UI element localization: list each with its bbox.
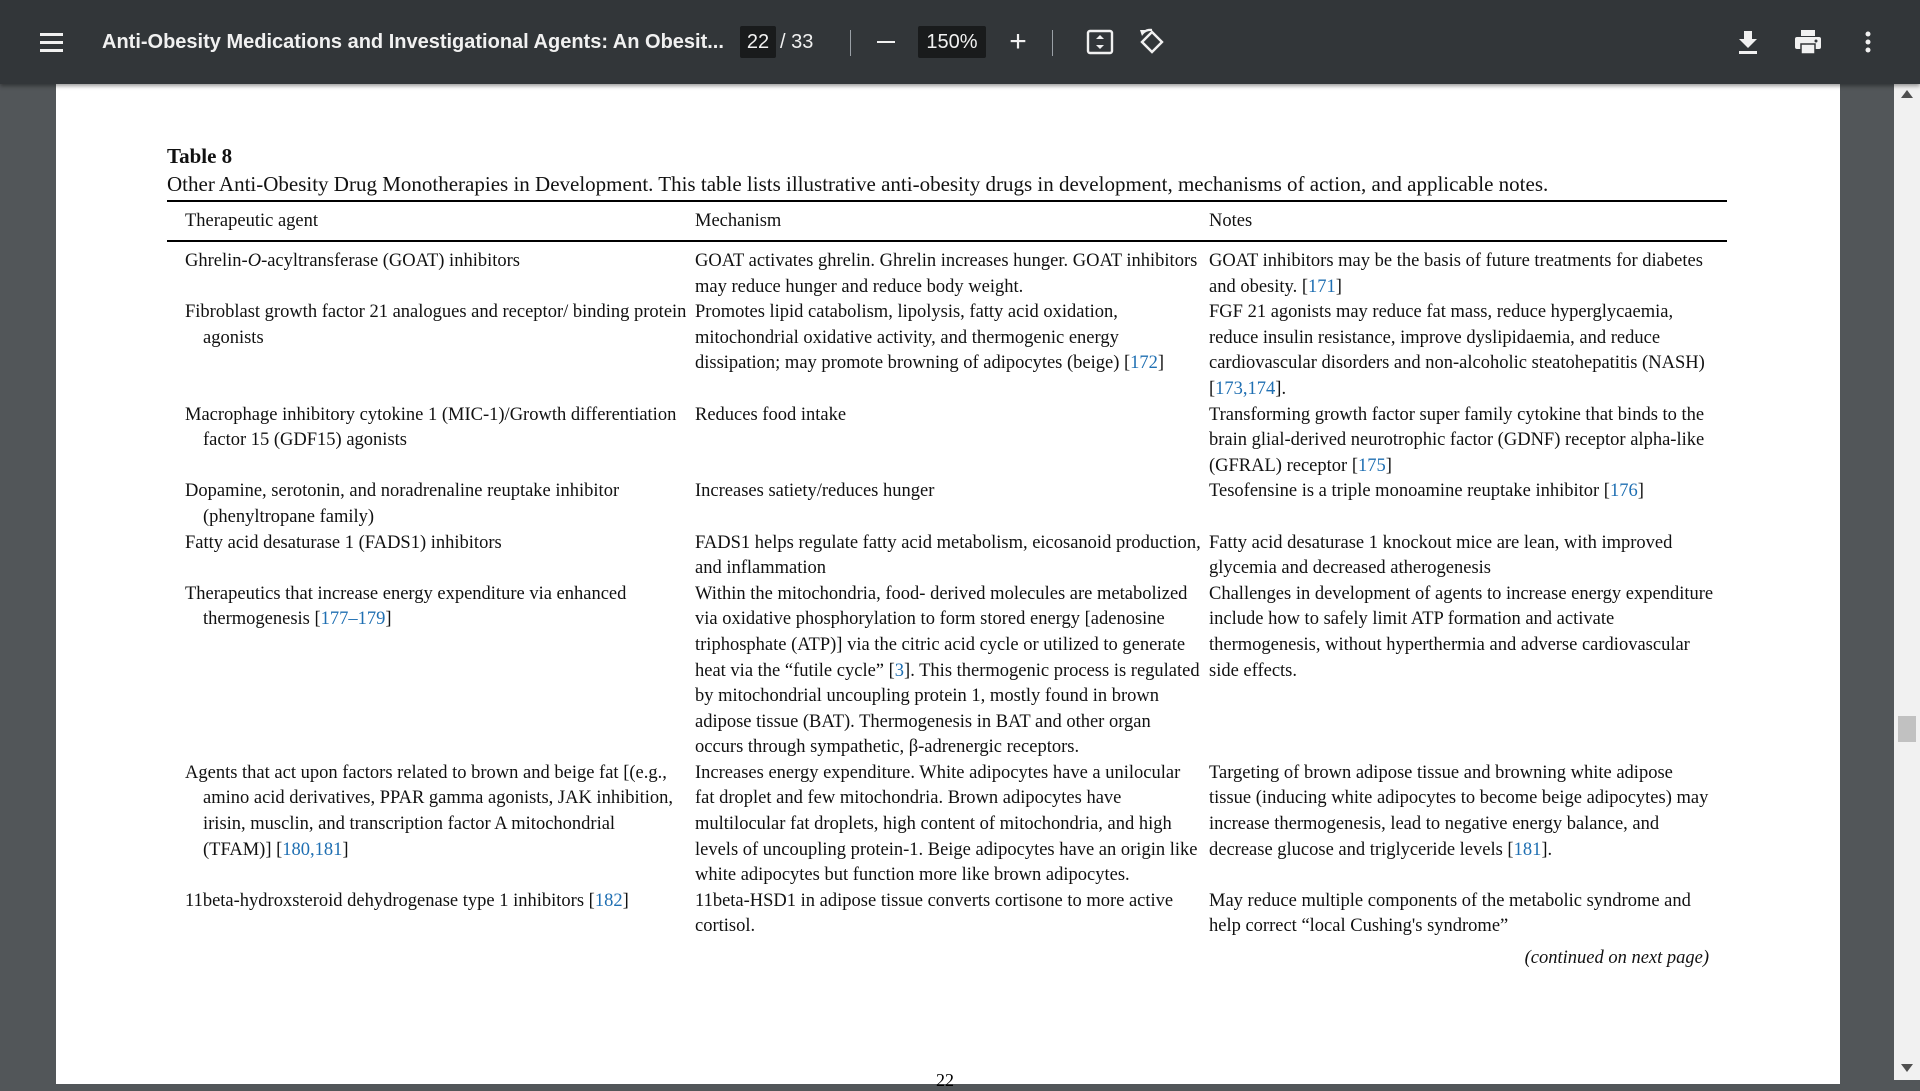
fit-page-button[interactable] <box>1080 22 1120 62</box>
therapeutic-agent-cell: Fatty acid desaturase 1 (FADS1) inhibitors <box>185 532 502 553</box>
header-therapeutic-agent: Therapeutic agent <box>185 210 319 231</box>
mechanism-cell: Promotes lipid catabolism, lipolysis, fatty acid oxidation, mitochondrial oxidative activity, and thermogenic energy dissipation; may promote browning of adipocytes (beige) [172] <box>695 302 1165 374</box>
notes-cell: GOAT inhibitors may be the basis of future treatments for diabetes and obesity. [171] <box>1209 251 1703 297</box>
rotate-icon <box>1138 28 1166 56</box>
download-icon <box>1736 29 1760 55</box>
table-row <box>167 531 1727 582</box>
notes-cell: May reduce multiple components of the metabolic syndrome and help correct “local Cushing's syndrome” <box>1209 890 1691 937</box>
more-options-button[interactable] <box>1848 22 1888 62</box>
notes-cell: Transforming growth factor super family cytokine that binds to the brain glial-derived neurotrophic factor (GDNF) receptor alpha-like (GFRAL) receptor [175] <box>1209 404 1705 476</box>
citation-link[interactable]: 182 <box>594 890 623 911</box>
print-button[interactable] <box>1788 22 1828 62</box>
page-number: 22 <box>936 1070 954 1090</box>
table-row <box>167 249 1727 300</box>
menu-icon-bar <box>40 41 63 44</box>
notes-cell: Fatty acid desaturase 1 knockout mice are lean, with improved glycemia and decreased atherogenesis <box>1209 532 1673 579</box>
citation-link[interactable]: 181 <box>1513 839 1542 860</box>
zoom-in-icon: + <box>1009 25 1027 58</box>
table-row <box>167 479 1727 530</box>
header-notes: Notes <box>1209 210 1253 231</box>
table-row <box>167 889 1727 940</box>
continued-note: (continued on next page) <box>1524 948 1709 969</box>
zoom-out-button[interactable] <box>868 22 904 62</box>
table-caption: Other Anti-Obesity Drug Monotherapies in Development. This table lists illustrative anti-obesity drugs in development, mechanisms of action, and applicable notes. <box>167 172 1549 196</box>
header-mechanism: Mechanism <box>695 210 782 231</box>
citation-link[interactable]: 173,174 <box>1215 378 1276 399</box>
therapeutic-agent-cell: Fibroblast growth factor 21 analogues and receptor/ binding protein agonists <box>185 302 687 348</box>
mechanism-cell: FADS1 helps regulate fatty acid metabolism, eicosanoid production, and inflammation <box>695 532 1201 579</box>
table-row <box>167 403 1727 480</box>
document-title: Anti-Obesity Medications and Investigational Agents: An Obesit... <box>102 30 724 53</box>
toolbar-divider <box>850 30 851 56</box>
scroll-down-arrow-icon[interactable] <box>1901 1064 1913 1072</box>
citation-link[interactable]: 3 <box>894 660 905 681</box>
scrollbar-thumb[interactable] <box>1898 716 1916 742</box>
notes-cell: FGF 21 agonists may reduce fat mass, reduce hyperglycaemia, reduce insulin resistance, improve dyslipidaemia, and reduce cardiovascular disorders and non-alcoholic steatohepatitis (NASH) [173,174]. <box>1209 302 1705 399</box>
menu-icon-bar <box>40 49 63 52</box>
page-number-input[interactable]: 22 <box>740 26 776 58</box>
table-header-rule <box>167 240 1727 242</box>
therapeutic-agent-cell: Macrophage inhibitory cytokine 1 (MIC-1)/Growth differentiation factor 15 (GDF15) agonists <box>185 404 677 451</box>
pdf-page <box>56 84 1840 1090</box>
therapeutic-agent-cell: Agents that act upon factors related to brown and beige fat [(e.g., amino acid derivatives, PPAR gamma agonists, JAK inhibition, irisin, musclin, and transcription factor A mitochondrial (TFAM)] [180,181] <box>185 762 674 860</box>
citation-link[interactable]: 175 <box>1357 455 1386 476</box>
therapeutic-agent-cell: Therapeutics that increase energy expenditure via enhanced thermogenesis [177–179] <box>185 583 627 630</box>
citation-link[interactable]: 176 <box>1609 481 1638 502</box>
table-label: Table 8 <box>167 144 233 168</box>
print-icon <box>1794 29 1822 55</box>
citation-link[interactable]: 172 <box>1130 353 1158 374</box>
menu-button[interactable] <box>31 22 71 62</box>
therapeutic-agent-cell: Ghrelin-O-acyltransferase (GOAT) inhibitors <box>185 251 520 271</box>
fit-page-icon <box>1086 28 1114 56</box>
zoom-level-input[interactable]: 150% <box>918 26 986 58</box>
page-total: / 33 <box>780 30 814 53</box>
toolbar-divider <box>1052 30 1053 56</box>
notes-cell: Tesofensine is a triple monoamine reuptake inhibitor [176] <box>1209 481 1644 502</box>
therapeutic-agent-cell: 11beta-hydroxsteroid dehydrogenase type 1 inhibitors [182] <box>185 890 629 911</box>
table-row <box>167 300 1727 402</box>
mechanism-cell: 11beta-HSD1 in adipose tissue converts cortisone to more active cortisol. <box>695 890 1174 937</box>
citation-link[interactable]: 180,181 <box>282 839 343 860</box>
mechanism-cell: GOAT activates ghrelin. Ghrelin increases hunger. GOAT inhibitors may reduce hunger and reduce body weight. <box>695 251 1198 297</box>
notes-cell: Targeting of brown adipose tissue and browning white adipose tissue (inducing white adipocytes to become beige adipocytes) may increase thermogenesis, lead to negative energy balance, and decrease glucose and triglyceride levels [181]. <box>1209 762 1709 860</box>
mechanism-cell: Within the mitochondria, food- derived molecules are metabolized via oxidative phosphorylation to form stored energy [adenosine triphosphate (ATP)] via the citric acid cycle or utilized to generate heat via the “futile cycle” [3]. This thermogenic process is regulated by mitochondrial uncoupling protein 1, mostly found in brown adipose tissue (BAT). Thermogenesis in BAT and other organ occurs through sympathetic, β-adrenergic receptors. <box>695 583 1200 758</box>
mechanism-cell: Increases energy expenditure. White adipocytes have a unilocular fat droplet and few mitochondria. Brown adipocytes have multilocular fat droplets, high content of mitochondria, and high levels of uncoupling protein-1. Beige adipocytes have an origin like white adipocytes but function more like brown adipocytes. <box>695 762 1198 886</box>
table-body <box>167 249 1727 940</box>
rotate-button[interactable] <box>1132 22 1172 62</box>
scroll-up-arrow-icon[interactable] <box>1901 90 1913 98</box>
table-row <box>167 582 1727 761</box>
mechanism-cell: Reduces food intake <box>695 404 847 425</box>
vertical-scrollbar[interactable] <box>1894 84 1920 1080</box>
table-row <box>167 761 1727 889</box>
citation-link[interactable]: 171 <box>1308 276 1336 297</box>
more-vert-icon <box>1864 30 1872 54</box>
citation-link[interactable]: 177–179 <box>320 609 386 630</box>
download-button[interactable] <box>1728 22 1768 62</box>
notes-cell: Challenges in development of agents to increase energy expenditure include how to safely limit ATP formation and activate thermogenesis, without hyperthermia and adverse cardiovascular side effects. <box>1209 583 1714 681</box>
zoom-out-icon <box>877 41 895 43</box>
zoom-in-button[interactable] <box>1000 22 1036 62</box>
menu-icon <box>40 33 63 36</box>
mechanism-cell: Increases satiety/reduces hunger <box>695 481 935 502</box>
pdf-toolbar <box>0 0 1920 84</box>
table-container <box>167 142 1727 969</box>
table-header-row <box>167 202 1727 240</box>
therapeutic-agent-cell: Dopamine, serotonin, and noradrenaline reuptake inhibitor (phenyltropane family) <box>185 481 620 527</box>
